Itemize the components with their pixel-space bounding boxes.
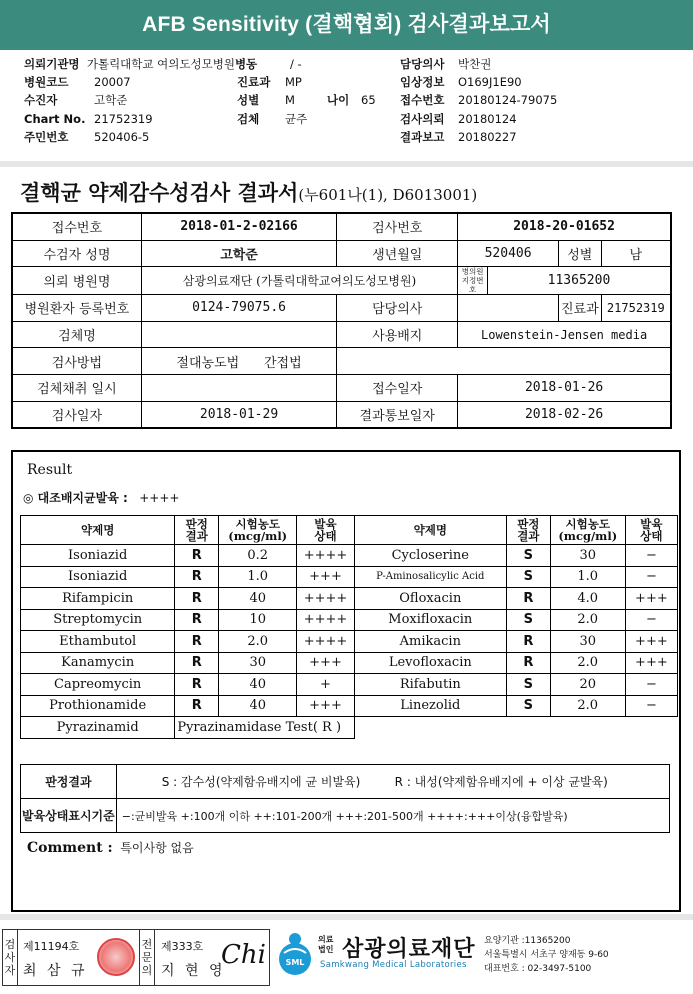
table-row xyxy=(12,267,671,295)
drug-name: Rifabutin xyxy=(354,674,506,696)
org-type: 의료법인 xyxy=(318,935,334,954)
drug-conc: 20 xyxy=(550,674,625,696)
drug-name: Amikacin xyxy=(354,631,506,653)
drug-name: Capreomycin xyxy=(21,674,175,696)
drug-table xyxy=(20,515,678,739)
drug-growth: +++ xyxy=(297,652,354,674)
age-row: 나이 65 xyxy=(327,93,376,107)
drug-result: S xyxy=(506,545,550,567)
drug-name: Prothionamide xyxy=(21,695,175,717)
drug-growth: +++ xyxy=(625,631,677,653)
drug-result: S xyxy=(506,674,550,696)
control-growth-value: ++++ xyxy=(139,491,180,505)
drug-conc: 0.2 xyxy=(219,545,297,567)
drug-result: R xyxy=(175,695,219,717)
patient-label: 수검자 성명 xyxy=(12,240,141,267)
sex-row: 성별 M xyxy=(237,93,295,107)
dept-label: 진료과 xyxy=(558,295,601,322)
drug-name: Isoniazid xyxy=(21,566,175,588)
sex-value: 남 xyxy=(601,240,671,267)
dob-value: 520406 xyxy=(458,240,559,267)
hospital-row: 의뢰기관명 가톨릭대학교 여의도성모병원병동 xyxy=(24,57,258,71)
signature: Chi xyxy=(221,940,266,970)
hospital-label: 의뢰 병원명 xyxy=(12,267,141,295)
collect-label: 검체채취 일시 xyxy=(12,374,141,401)
specimen-value xyxy=(141,321,336,348)
report-title: 결핵균 약제감수성검사 결과서(누601나(1), D6013001) xyxy=(20,180,478,205)
drug-row xyxy=(21,566,678,588)
clinical-info-row: 임상정보 O169J1E90 xyxy=(400,75,522,89)
seal-stamp-icon xyxy=(97,938,135,976)
drug-result: R xyxy=(175,588,219,610)
table-row xyxy=(12,348,671,375)
empty-cell xyxy=(337,348,671,375)
drug-result: R xyxy=(506,652,550,674)
drug-result: S xyxy=(506,566,550,588)
method-value: 절대농도법 간접법 xyxy=(141,348,336,375)
drug-growth: +++ xyxy=(625,588,677,610)
report-code: (누601나(1), D6013001) xyxy=(298,186,478,204)
info-table xyxy=(11,212,672,429)
conc-col-header: 시험농도 (mcg/ml) xyxy=(219,516,297,545)
drug-name: Levofloxacin xyxy=(354,652,506,674)
pza-test: Pyrazinamidase Test( R ) xyxy=(175,717,354,739)
drug-name: P-Aminosalicylic Acid xyxy=(354,566,506,588)
method-label: 검사방법 xyxy=(12,348,141,375)
drug-growth: ++++ xyxy=(297,631,354,653)
footer xyxy=(0,927,693,994)
sml-logo-icon xyxy=(274,931,316,977)
drug-growth: − xyxy=(625,609,677,631)
drug-name: Kanamycin xyxy=(21,652,175,674)
growth-legend-text: −:균비발육 +:100개 이하 ++:101-200개 +++:201-500개 ++++:+++이상(융합발육) xyxy=(116,799,669,833)
judge-legend-text: S : 감수성(약제함유배지에 균 비발육) R : 내성(약제함유배지에 + 이상 균발육) xyxy=(116,765,669,799)
signature-box xyxy=(2,929,270,986)
drug-result: R xyxy=(506,631,550,653)
ward-value: / - xyxy=(290,57,302,71)
reg-no-label: 병원환자 등록번호 xyxy=(12,295,141,322)
drug-name: Moxifloxacin xyxy=(354,609,506,631)
patient-value: 고학준 xyxy=(141,240,336,267)
medium-label: 사용배지 xyxy=(337,321,458,348)
test-no-label: 검사번호 xyxy=(337,213,458,240)
test-no-value: 2018-20-01652 xyxy=(458,213,671,240)
drug-row xyxy=(21,588,678,610)
drug-row xyxy=(21,609,678,631)
doctor-row: 담당의사 박찬권 xyxy=(400,57,492,71)
receipt-no-row: 접수번호 20180124-79075 xyxy=(400,93,558,107)
specimen-row: 검체 균주 xyxy=(237,112,308,126)
drug-row xyxy=(21,652,678,674)
divider xyxy=(0,914,693,920)
drug-conc: 40 xyxy=(219,674,297,696)
notified-label: 결과통보일자 xyxy=(337,401,458,428)
drug-conc: 30 xyxy=(550,631,625,653)
resident-no-row: 주민번호 520406-5 xyxy=(24,130,150,144)
drug-name: Rifampicin xyxy=(21,588,175,610)
table-row xyxy=(12,295,671,322)
drug-col-header: 약제명 xyxy=(354,516,506,545)
drug-growth: − xyxy=(625,566,677,588)
judge-col-header: 판정 결과 xyxy=(175,516,219,545)
table-row xyxy=(21,765,670,799)
drug-growth: − xyxy=(625,545,677,567)
empty-cell xyxy=(354,717,677,739)
specimen-label: 검체명 xyxy=(12,321,141,348)
drug-row xyxy=(21,545,678,567)
drug-result: R xyxy=(175,566,219,588)
drug-name: Ofloxacin xyxy=(354,588,506,610)
examiner-name: 최 삼 규 xyxy=(23,963,88,979)
pza-row xyxy=(21,717,678,739)
request-info xyxy=(0,50,693,161)
report-banner-title: AFB Sensitivity (결핵협회) 검사결과보고서 xyxy=(0,0,693,50)
judge-col-header: 판정 결과 xyxy=(506,516,550,545)
table-row xyxy=(12,401,671,428)
comment-value: 특이사항 없음 xyxy=(120,841,194,855)
drug-name: Cycloserine xyxy=(354,545,506,567)
logo-mark: SML xyxy=(285,958,305,967)
drug-conc: 30 xyxy=(219,652,297,674)
specialist-label: 전문의 xyxy=(139,930,155,985)
drug-growth: ++++ xyxy=(297,545,354,567)
drug-result: R xyxy=(175,545,219,567)
drug-conc: 2.0 xyxy=(219,631,297,653)
dept-row: 진료과 MP xyxy=(237,75,302,89)
pza-name: Pyrazinamid xyxy=(21,717,175,739)
comment: Comment : 특이사항 없음 xyxy=(27,840,194,856)
drug-name: Isoniazid xyxy=(21,545,175,567)
result-label: Result xyxy=(27,462,73,478)
drug-conc: 10 xyxy=(219,609,297,631)
reg-no-value: 0124-79075.6 xyxy=(141,295,336,322)
drug-table-header xyxy=(21,516,678,545)
drug-conc: 2.0 xyxy=(550,695,625,717)
drug-conc: 40 xyxy=(219,695,297,717)
collect-value xyxy=(141,374,336,401)
tested-label: 검사일자 xyxy=(12,401,141,428)
drug-row xyxy=(21,695,678,717)
table-row xyxy=(12,213,671,240)
doctor-value xyxy=(458,295,559,322)
chart-no-row: Chart No. 21752319 xyxy=(24,112,153,126)
receipt-no-label: 접수번호 xyxy=(12,213,141,240)
drug-result: S xyxy=(506,695,550,717)
drug-growth: − xyxy=(625,695,677,717)
drug-row xyxy=(21,674,678,696)
contact-info: 요양기관 :11365200 서울특별시 서초구 양재동 9-60 대표번호 : 02-3497-5100 xyxy=(484,936,609,974)
drug-growth: + xyxy=(297,674,354,696)
medium-value: Lowenstein-Jensen media xyxy=(458,321,671,348)
examiner-no: 제11194호 xyxy=(23,940,80,953)
org-name: 삼광의료재단 xyxy=(342,937,476,962)
drug-result: R xyxy=(175,674,219,696)
tested-value: 2018-01-29 xyxy=(141,401,336,428)
drug-conc: 1.0 xyxy=(219,566,297,588)
dept-value: 21752319 xyxy=(601,295,671,322)
notified-value: 2018-02-26 xyxy=(458,401,671,428)
drug-conc: 1.0 xyxy=(550,566,625,588)
table-row xyxy=(21,799,670,833)
growth-col-header: 발육 상태 xyxy=(297,516,354,545)
patient-row: 수진자 고학준 xyxy=(24,93,128,107)
drug-name: Linezolid xyxy=(354,695,506,717)
result-section xyxy=(11,450,681,912)
hospital-code-value: 11365200 xyxy=(487,267,671,295)
org-eng: Samkwang Medical Laboratories xyxy=(320,960,467,970)
specialist-name: 지 현 영 xyxy=(161,963,226,979)
report-date-row: 결과보고 20180227 xyxy=(400,130,517,144)
drug-growth: +++ xyxy=(297,695,354,717)
drug-growth: − xyxy=(625,674,677,696)
drug-conc: 30 xyxy=(550,545,625,567)
request-date-row: 검사의뢰 20180124 xyxy=(400,112,517,126)
receipt-no-value: 2018-01-2-02166 xyxy=(141,213,336,240)
drug-result: S xyxy=(506,609,550,631)
drug-conc: 4.0 xyxy=(550,588,625,610)
drug-result: R xyxy=(175,652,219,674)
drug-result: R xyxy=(506,588,550,610)
drug-growth: +++ xyxy=(297,566,354,588)
drug-name: Ethambutol xyxy=(21,631,175,653)
table-row xyxy=(12,374,671,401)
doctor-label: 담당의사 xyxy=(337,295,458,322)
drug-result: R xyxy=(175,609,219,631)
growth-legend-label: 발육상태표시기준 xyxy=(21,799,117,833)
table-row xyxy=(12,240,671,267)
examiner-label: 검사자 xyxy=(3,930,18,985)
drug-growth: +++ xyxy=(625,652,677,674)
received-value: 2018-01-26 xyxy=(458,374,671,401)
drug-conc: 2.0 xyxy=(550,609,625,631)
drug-row xyxy=(21,631,678,653)
table-row xyxy=(12,321,671,348)
legend-table xyxy=(20,764,670,833)
drug-col-header: 약제명 xyxy=(21,516,175,545)
control-growth: ◎ 대조배지균발육 : ++++ xyxy=(23,491,180,505)
drug-name: Streptomycin xyxy=(21,609,175,631)
hospital-value: 삼광의료재단 (가톨릭대학교여의도성모병원) xyxy=(141,267,457,295)
received-label: 접수일자 xyxy=(337,374,458,401)
drug-conc: 2.0 xyxy=(550,652,625,674)
drug-growth: ++++ xyxy=(297,609,354,631)
drug-conc: 40 xyxy=(219,588,297,610)
dob-label: 생년월일 xyxy=(337,240,458,267)
sex-label: 성별 xyxy=(558,240,601,267)
conc-col-header: 시험농도 (mcg/ml) xyxy=(550,516,625,545)
hospital-code-row: 병원코드 20007 xyxy=(24,75,131,89)
drug-result: R xyxy=(175,631,219,653)
judge-legend-label: 판정결과 xyxy=(21,765,117,799)
specialist-no: 제333호 xyxy=(161,940,204,953)
drug-growth: ++++ xyxy=(297,588,354,610)
divider xyxy=(0,161,693,167)
hospital-code-label: 병의원 지정번호 xyxy=(458,267,488,295)
growth-col-header: 발육 상태 xyxy=(625,516,677,545)
